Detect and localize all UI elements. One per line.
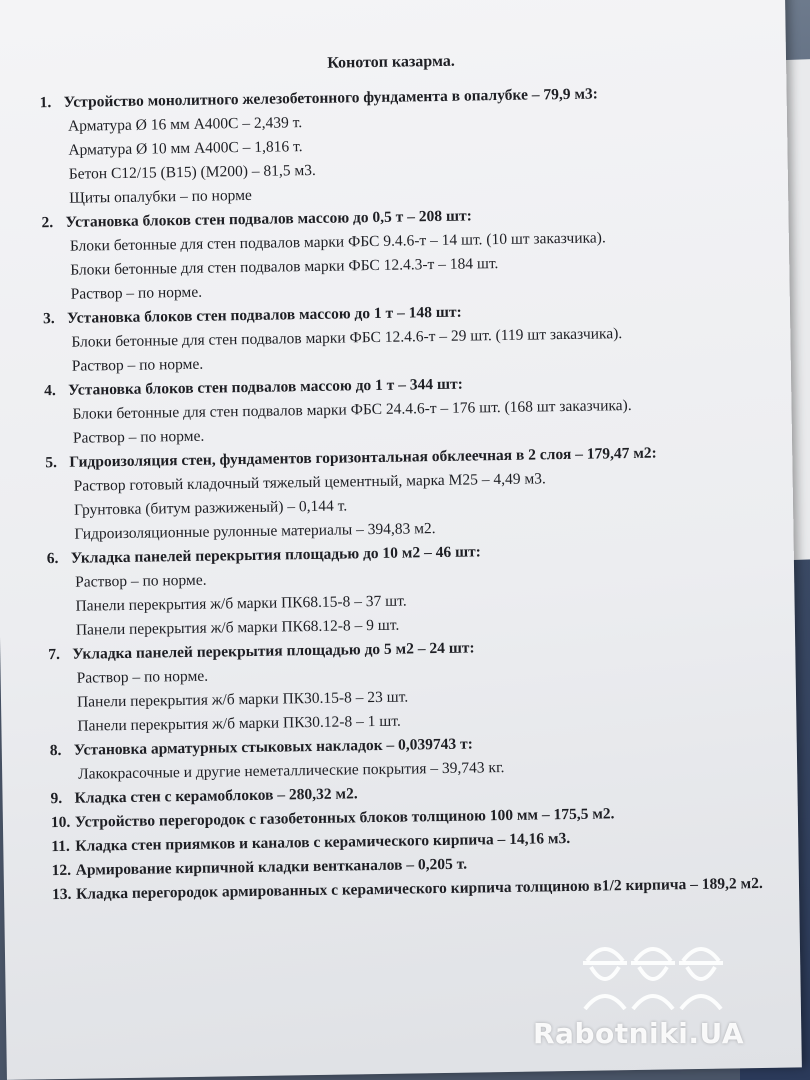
- item-number: 2.: [41, 214, 54, 232]
- list-item: [43, 296, 784, 380]
- document-body: [39, 80, 792, 908]
- document-title: Конотоп казарма.: [327, 52, 455, 72]
- item-line: Щиты опалубки – по норме: [68, 186, 252, 207]
- list-item: [48, 632, 789, 740]
- item-number: 8.: [49, 741, 62, 760]
- item-title: Установка блоков стен подвалов массою до 1 т – 148 шт:: [66, 303, 462, 327]
- item-number: 6.: [46, 549, 59, 568]
- list-item: [39, 80, 781, 212]
- item-title: Укладка панелей перекрытия площадью до 10 м2 – 46 шт:: [70, 543, 482, 567]
- list-item: [47, 536, 788, 644]
- item-number: 11.: [51, 837, 70, 856]
- list-item: [45, 440, 786, 548]
- item-title: Установка арматурных стыковых накладок – 0,039743 т:: [73, 735, 474, 759]
- item-number: 7.: [48, 645, 61, 664]
- item-line: Раствор – по норме.: [76, 667, 209, 687]
- item-title: Устройство перегородок с газобетонных блоков толщиною 100 мм – 175,5 м2.: [74, 805, 615, 831]
- item-line: Бетон С12/15 (В15) (М200) – 81,5 м3.: [68, 161, 316, 183]
- item-title: Кладка стен приямков и каналов с керамического кирпича – 14,16 м3.: [75, 829, 571, 855]
- item-line: Арматура Ø 10 мм А400С – 1,816 т.: [68, 138, 303, 159]
- item-title: Кладка перегородок армированных с керамического кирпича толщиною в1/2 кирпича – 189,2 м2.: [75, 874, 763, 903]
- item-line: Раствор – по норме.: [70, 283, 203, 303]
- item-line: Арматура Ø 16 мм А400С – 2,439 т.: [67, 114, 303, 135]
- item-line: Гидроизоляционные рулонные материалы – 394,83 м2.: [74, 520, 436, 543]
- item-number: 9.: [50, 789, 63, 808]
- workers-icon: [573, 935, 733, 1010]
- item-line: Блоки бетонные для стен подвалов марки ФБС 12.4.3-т – 184 шт.: [70, 255, 499, 279]
- item-line: Лакокрасочные и другие неметаллические покрытия – 39,743 кг.: [78, 759, 505, 783]
- item-line: Раствор – по норме.: [72, 427, 205, 447]
- item-title: Установка блоков стен подвалов массою до 0,5 т – 208 шт:: [65, 207, 472, 231]
- item-line: Грунтовка (битум разжиженый) – 0,144 т.: [73, 497, 348, 519]
- item-number: 5.: [45, 454, 58, 472]
- item-line: Панели перекрытия ж/б марки ПК68.12-8 – 9 шт.: [75, 616, 400, 639]
- item-title: Установка блоков стен подвалов массою до 1 т – 344 шт:: [68, 375, 463, 399]
- item-title: Гидроизоляция стен, фундаментов горизонтальная обклеечная в 2 слоя – 179,47 м2:: [69, 444, 657, 471]
- item-line: Блоки бетонные для стен подвалов марки ФБС 24.4.6-т – 176 шт. (168 шт заказчика).: [72, 396, 632, 423]
- item-title: Устройство монолитного железобетонного фундамента в опалубке – 79,9 м3:: [63, 85, 598, 111]
- item-line: Панели перекрытия ж/б марки ПК30.15-8 – 23 шт.: [76, 688, 409, 711]
- item-line: Раствор готовый кладочный тяжелый цементный, марка М25 – 4,49 м3.: [73, 470, 546, 495]
- item-number: 13.: [51, 885, 72, 904]
- item-number: 1.: [39, 94, 52, 112]
- list-item: [41, 200, 782, 308]
- item-number: 10.: [50, 813, 71, 832]
- item-line: Раствор – по норме.: [71, 355, 204, 375]
- list-item: [44, 368, 785, 452]
- item-title: Укладка панелей перекрытия площадью до 5 м2 – 24 шт:: [72, 639, 475, 663]
- item-line: Раствор – по норме.: [75, 571, 207, 591]
- item-line: Блоки бетонные для стен подвалов марки ФБС 12.4.6-т – 29 шт. (119 шт заказчика).: [71, 325, 623, 351]
- watermark: [533, 935, 783, 1060]
- item-line: Блоки бетонные для стен подвалов марки ФБС 9.4.6-т – 14 шт. (10 шт заказчика).: [69, 229, 606, 255]
- item-number: 4.: [44, 382, 56, 400]
- item-title: Армирование кирпичной кладки вентканалов – 0,205 т.: [75, 855, 468, 879]
- watermark-text: Rabotniki.UA: [533, 1017, 745, 1050]
- item-line: Панели перекрытия ж/б марки ПК30.12-8 – 1 шт.: [77, 712, 401, 735]
- item-number: 3.: [42, 310, 55, 328]
- item-line: Панели перекрытия ж/б марки ПК68.15-8 – 37 шт.: [75, 592, 407, 615]
- item-title: Кладка стен с керамоблоков – 280,32 м2.: [74, 785, 358, 807]
- item-number: 12.: [51, 861, 72, 880]
